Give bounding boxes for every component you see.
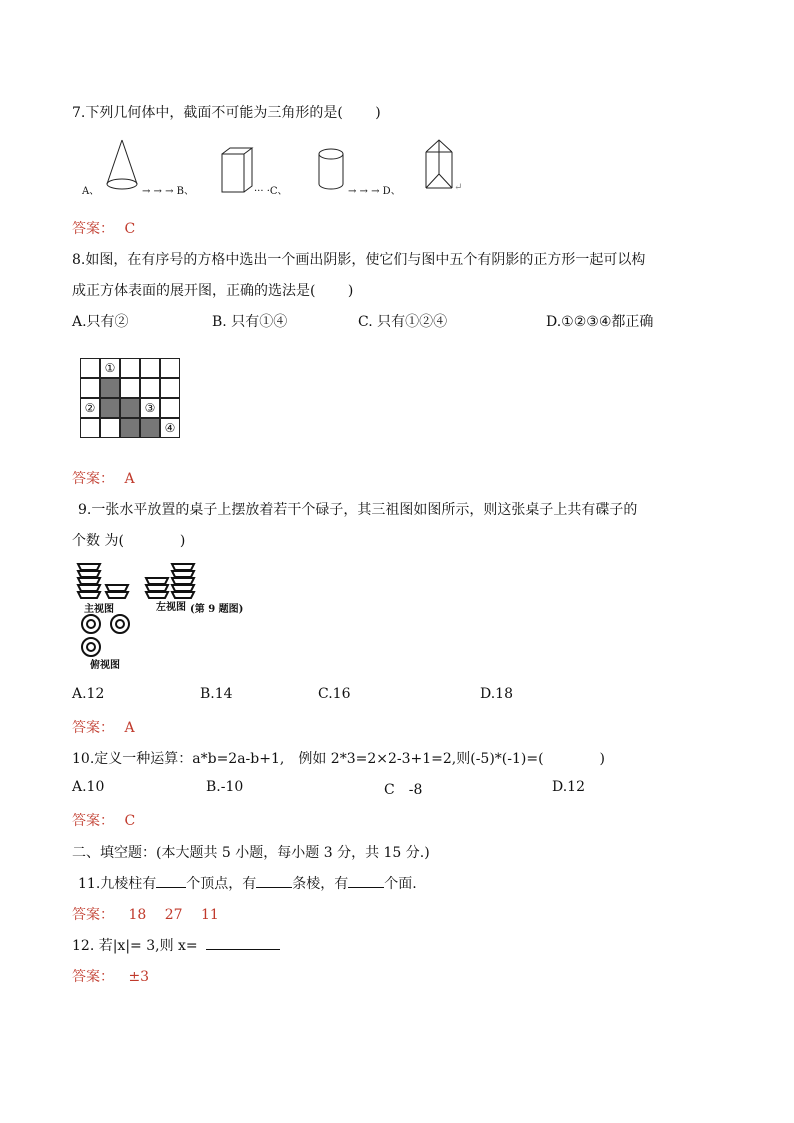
answer-label: 答案： [72, 471, 114, 487]
grid-cell [80, 358, 100, 378]
q7-label-d: → → → D、 [348, 186, 401, 197]
section-heading: 二、填空题：(本大题共 5 小题，每小题 3 分，共 15 分.) [72, 845, 430, 861]
answer-label: 答案： [72, 813, 114, 829]
grid-cell-4: ④ [160, 418, 180, 438]
answer-value: A [124, 471, 135, 487]
cuboid-icon [220, 146, 254, 194]
grid-cell-1: ① [100, 358, 120, 378]
cylinder-icon [316, 148, 346, 192]
q7-answer [72, 218, 135, 238]
figure-caption: (第 9 题图) [190, 604, 244, 615]
grid-cell-3: ③ [140, 398, 160, 418]
cone-icon [104, 138, 140, 194]
grid-cell [160, 358, 180, 378]
q9-answer [72, 717, 135, 737]
q7-label-c: ··· ·C、 [254, 186, 288, 197]
grid-cell [160, 378, 180, 398]
q8-question-line1: 8.如图，在有序号的方格中选出一个画出阴影，使它们与图中五个有阴影的正方形一起可以构 [72, 252, 646, 268]
q9-option-d: D.18 [480, 686, 513, 702]
q9-three-views-figure [76, 558, 286, 670]
q10-option-a: A.10 [72, 779, 105, 795]
q10-option-b: B.-10 [206, 779, 244, 795]
grid-cell-2: ② [80, 398, 100, 418]
q8-option-b: B. 只有①④ [212, 314, 288, 330]
q12-answer [72, 966, 149, 986]
q8-option-c: C. 只有①②④ [358, 314, 448, 330]
q11-question [78, 873, 417, 893]
left-view-plates-icon [144, 560, 200, 602]
q9-question-line1: 9.一张水平放置的桌子上摆放着若干个碌子，其三祖图如图所示，则这张桌子上共有碟子的 [78, 502, 638, 518]
grid-cell-shaded [140, 418, 160, 438]
q7-question: 7.下列几何体中，截面不可能为三角形的是( ) [72, 105, 381, 121]
top-view-label: 俯视图 [90, 660, 120, 671]
grid-cell [120, 358, 140, 378]
q11-part1: 11.九棱柱有 [78, 876, 157, 892]
q11-part4: 个面. [384, 876, 417, 892]
q12-text: 12. 若|x|= 3,则 x= [72, 938, 198, 954]
answer-value: C [124, 813, 136, 829]
answer-label: 答案： [72, 969, 114, 985]
q8-option-a: A.只有② [72, 314, 129, 330]
front-view-plates-icon [76, 560, 132, 602]
grid-cell [100, 418, 120, 438]
grid-cell [120, 378, 140, 398]
q8-option-d: D.①②③④都正确 [546, 314, 654, 330]
q10-answer [72, 810, 135, 830]
grid-cell [140, 358, 160, 378]
q8-question-line2: 成正方体表面的展开图，正确的选法是( ) [72, 283, 354, 299]
grid-cell-shaded [100, 398, 120, 418]
q10-option-d: D.12 [552, 779, 585, 795]
grid-cell [80, 418, 100, 438]
q9-option-b: B.14 [200, 686, 233, 702]
q10-question: 10.定义一种运算：a*b=2a-b+1, 例如 2*3=2×2-3+1=2,则(-5)*(-1)=( ) [72, 751, 606, 767]
q11-answer [72, 904, 219, 924]
q7-label-a: A、 [82, 186, 100, 197]
answer-value: 18 27 11 [128, 907, 219, 923]
grid-cell [140, 378, 160, 398]
grid-cell-shaded [120, 418, 140, 438]
q7-label-b: → → → B、 [142, 186, 195, 197]
triangular-prism-icon [424, 138, 454, 194]
grid-cell [80, 378, 100, 398]
answer-value: ±3 [128, 969, 150, 985]
q9-option-a: A.12 [72, 686, 105, 702]
front-view-label: 主视图 [84, 604, 114, 615]
q8-answer [72, 468, 135, 488]
q11-part3: 条棱，有 [292, 876, 349, 892]
q11-part2: 个顶点，有 [186, 876, 257, 892]
q10-option-c: C -8 [384, 782, 423, 798]
grid-cell [160, 398, 180, 418]
q12-blank[interactable] [206, 937, 280, 950]
grid-cell-shaded [120, 398, 140, 418]
answer-label: 答案： [72, 907, 114, 923]
q8-grid-figure [80, 358, 186, 442]
answer-label: 答案： [72, 720, 114, 736]
q9-option-c: C.16 [318, 686, 351, 702]
grid-cell-shaded [100, 378, 120, 398]
q11-blank-faces[interactable] [348, 875, 384, 888]
q11-blank-edges[interactable] [256, 875, 292, 888]
answer-value: A [124, 720, 135, 736]
left-view-label: 左视图 [156, 602, 186, 613]
q7-figures [82, 138, 463, 198]
q12-question [72, 935, 280, 955]
answer-value: C [124, 221, 136, 237]
q9-question-line2: 个数 为( ) [72, 533, 186, 549]
q7-label-return: ↵ [454, 182, 463, 193]
q11-blank-vertices[interactable] [156, 875, 186, 888]
answer-label: 答案： [72, 221, 114, 237]
